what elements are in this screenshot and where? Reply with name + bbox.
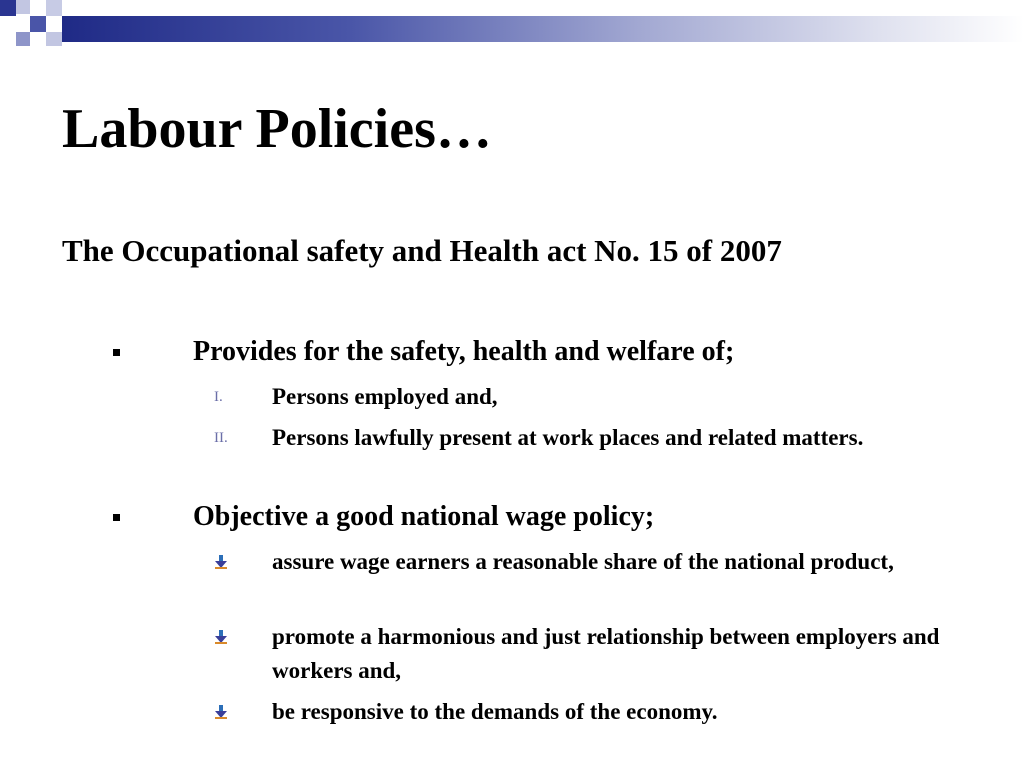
act-heading: The Occupational safety and Health act No. 15 of 2007 [62, 233, 782, 268]
sub-item [272, 695, 952, 729]
corner-square [30, 16, 46, 32]
square-bullet-icon [113, 499, 123, 535]
sub-item [272, 620, 952, 688]
corner-square [16, 0, 30, 14]
sub-item [272, 545, 952, 579]
header-gradient-band [62, 16, 1024, 42]
sub-item-text: be responsive to the demands of the economy. [272, 699, 718, 724]
arrow-down-icon [214, 555, 228, 569]
sub-item-text: Persons lawfully present at work places and related matters. [272, 425, 864, 450]
corner-square [16, 32, 30, 46]
square-bullet-icon [113, 334, 123, 370]
slide-title: Labour Policies… [62, 98, 492, 160]
sub-item-text: assure wage earners a reasonable share of the national product, [272, 549, 894, 574]
sub-item-text: Persons employed and, [272, 384, 498, 409]
corner-square [46, 0, 62, 16]
sub-item [214, 421, 952, 455]
corner-square [46, 32, 62, 46]
arrow-down-icon [214, 630, 228, 644]
sub-item [214, 380, 952, 414]
corner-square [0, 0, 16, 16]
roman-numeral-marker: II. [214, 430, 228, 446]
roman-numeral-marker: I. [214, 389, 223, 405]
arrow-down-icon [214, 705, 228, 719]
bullet-item [193, 334, 973, 370]
bullet-item [193, 499, 973, 535]
bullet-label: Objective a good national wage policy; [193, 501, 655, 532]
bullet-label: Provides for the safety, health and welfare of; [193, 336, 735, 367]
sub-item-text: promote a harmonious and just relationship between employers and workers and, [272, 624, 940, 683]
